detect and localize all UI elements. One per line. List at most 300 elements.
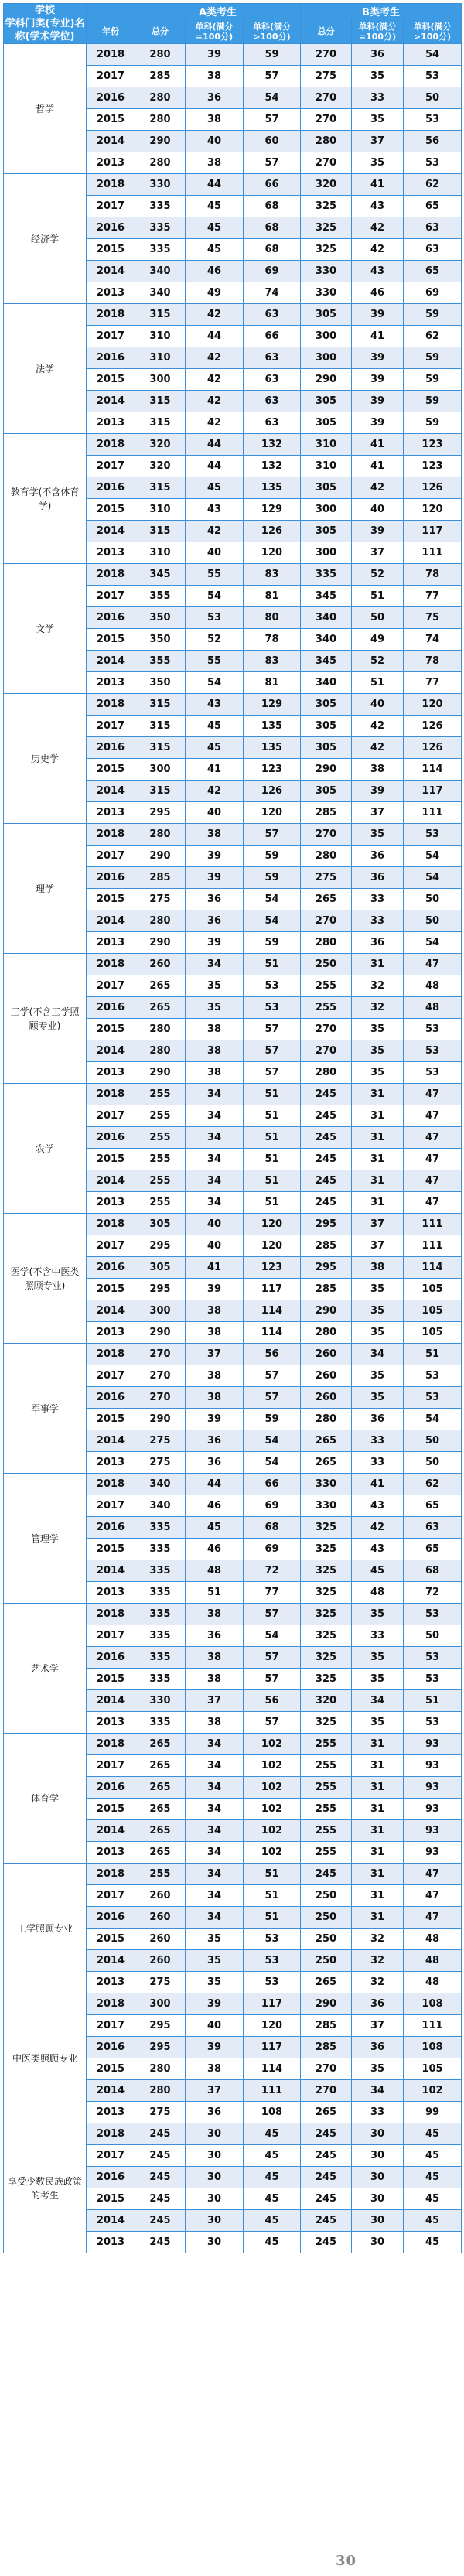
cell-total-b: 325	[301, 1604, 352, 1625]
cell-total-b: 305	[301, 781, 352, 802]
cell-sub-low-b: 33	[352, 2102, 404, 2123]
cell-sub-high-a: 83	[244, 651, 301, 672]
cell-sub-high-b: 50	[404, 1625, 462, 1647]
cell-total-b: 325	[301, 1517, 352, 1539]
cell-total-b: 325	[301, 1539, 352, 1560]
cell-sub-high-b: 59	[404, 412, 462, 434]
cell-year: 2018	[87, 1734, 135, 1755]
cell-total-b: 285	[301, 2015, 352, 2037]
cell-sub-high-a: 57	[244, 152, 301, 174]
cell-year: 2018	[87, 174, 135, 196]
cell-total-b: 255	[301, 1777, 352, 1799]
discipline-name: 哲学	[4, 44, 87, 174]
cell-total-b: 245	[301, 1105, 352, 1127]
cell-sub-high-b: 93	[404, 1755, 462, 1777]
cell-sub-low-b: 32	[352, 1950, 404, 1972]
cell-year: 2014	[87, 131, 135, 152]
cell-sub-low-a: 54	[186, 672, 244, 694]
cell-total-a: 340	[135, 261, 186, 282]
cell-year: 2014	[87, 1560, 135, 1582]
cell-sub-high-a: 68	[244, 239, 301, 261]
cell-year: 2016	[87, 607, 135, 629]
cell-sub-low-b: 35	[352, 824, 404, 846]
cell-sub-high-a: 123	[244, 1257, 301, 1279]
cell-total-b: 270	[301, 87, 352, 109]
cell-year: 2014	[87, 2210, 135, 2232]
table-row	[4, 2123, 462, 2145]
cell-total-b: 305	[301, 716, 352, 737]
cell-sub-low-a: 38	[186, 1669, 244, 1690]
cell-sub-high-b: 65	[404, 261, 462, 282]
cell-sub-low-b: 51	[352, 672, 404, 694]
cell-sub-high-a: 126	[244, 521, 301, 542]
cell-sub-high-a: 57	[244, 109, 301, 131]
cell-sub-high-a: 129	[244, 694, 301, 716]
cell-sub-low-a: 42	[186, 304, 244, 326]
cell-total-a: 245	[135, 2210, 186, 2232]
cell-sub-high-b: 77	[404, 586, 462, 607]
cell-total-b: 245	[301, 2167, 352, 2188]
cell-sub-low-b: 32	[352, 1972, 404, 1993]
cell-sub-high-a: 51	[244, 1885, 301, 1907]
cell-year: 2014	[87, 1820, 135, 1842]
cell-year: 2016	[87, 1647, 135, 1669]
cell-sub-low-b: 41	[352, 434, 404, 456]
cell-sub-low-b: 49	[352, 629, 404, 651]
cell-total-b: 325	[301, 217, 352, 239]
cell-sub-low-b: 43	[352, 261, 404, 282]
cell-sub-high-a: 57	[244, 1365, 301, 1387]
cell-year: 2017	[87, 1885, 135, 1907]
cell-sub-high-a: 51	[244, 1149, 301, 1170]
cell-sub-low-b: 35	[352, 1647, 404, 1669]
cell-sub-low-a: 34	[186, 1127, 244, 1149]
cell-total-b: 340	[301, 672, 352, 694]
cell-year: 2013	[87, 1972, 135, 1993]
cell-sub-high-a: 68	[244, 196, 301, 217]
cell-sub-low-a: 39	[186, 1993, 244, 2015]
cell-sub-low-a: 45	[186, 196, 244, 217]
cell-year: 2017	[87, 1755, 135, 1777]
cell-year: 2018	[87, 564, 135, 586]
cell-total-b: 280	[301, 1322, 352, 1344]
cell-sub-high-a: 123	[244, 759, 301, 781]
cell-sub-high-a: 135	[244, 737, 301, 759]
cell-total-b: 325	[301, 1625, 352, 1647]
cell-sub-low-b: 30	[352, 2123, 404, 2145]
cell-sub-low-a: 38	[186, 66, 244, 87]
cell-year: 2018	[87, 1993, 135, 2015]
cell-sub-high-b: 53	[404, 1647, 462, 1669]
cell-sub-low-b: 34	[352, 2080, 404, 2102]
cell-sub-high-b: 111	[404, 542, 462, 564]
cell-total-b: 320	[301, 174, 352, 196]
cell-sub-low-a: 45	[186, 217, 244, 239]
cell-total-b: 285	[301, 2037, 352, 2058]
cell-sub-low-a: 40	[186, 1235, 244, 1257]
cell-total-a: 310	[135, 326, 186, 347]
table-row	[4, 1734, 462, 1755]
cell-sub-low-b: 42	[352, 217, 404, 239]
cell-year: 2015	[87, 1409, 135, 1430]
cell-total-a: 315	[135, 391, 186, 412]
cell-sub-low-a: 38	[186, 1062, 244, 1084]
cell-sub-high-a: 57	[244, 1669, 301, 1690]
cell-sub-low-b: 37	[352, 1214, 404, 1235]
cell-year: 2014	[87, 781, 135, 802]
cell-year: 2017	[87, 975, 135, 997]
cell-total-a: 245	[135, 2123, 186, 2145]
cell-sub-low-b: 31	[352, 1084, 404, 1105]
cell-total-a: 310	[135, 542, 186, 564]
cell-year: 2013	[87, 1192, 135, 1214]
cell-sub-low-a: 34	[186, 954, 244, 975]
cell-year: 2016	[87, 997, 135, 1019]
cell-year: 2017	[87, 326, 135, 347]
cell-sub-high-b: 65	[404, 1495, 462, 1517]
cell-sub-high-b: 105	[404, 1322, 462, 1344]
cell-sub-high-a: 59	[244, 846, 301, 867]
cell-sub-low-a: 36	[186, 1430, 244, 1452]
cell-year: 2016	[87, 347, 135, 369]
cell-year: 2015	[87, 1279, 135, 1300]
cell-year: 2014	[87, 1690, 135, 1712]
cell-sub-high-b: 77	[404, 672, 462, 694]
cell-sub-low-b: 37	[352, 131, 404, 152]
cell-total-b: 265	[301, 2102, 352, 2123]
cell-sub-high-a: 56	[244, 1690, 301, 1712]
cell-sub-high-a: 51	[244, 1907, 301, 1929]
cell-year: 2013	[87, 2232, 135, 2253]
cell-sub-high-b: 59	[404, 391, 462, 412]
cell-total-b: 245	[301, 2210, 352, 2232]
cell-year: 2018	[87, 434, 135, 456]
cell-total-a: 350	[135, 672, 186, 694]
cell-total-a: 355	[135, 586, 186, 607]
cell-sub-low-a: 38	[186, 1300, 244, 1322]
cell-sub-low-b: 34	[352, 1690, 404, 1712]
cell-total-a: 280	[135, 2058, 186, 2080]
cell-sub-low-b: 35	[352, 1669, 404, 1690]
cell-total-a: 340	[135, 1495, 186, 1517]
cell-sub-low-a: 40	[186, 131, 244, 152]
cell-sub-high-b: 126	[404, 477, 462, 499]
discipline-name: 享受少数民族政策的考生	[4, 2123, 87, 2253]
cell-sub-low-a: 34	[186, 1907, 244, 1929]
cell-sub-low-b: 32	[352, 1929, 404, 1950]
cell-sub-high-b: 111	[404, 1214, 462, 1235]
cell-total-b: 285	[301, 802, 352, 824]
cell-sub-low-b: 31	[352, 1799, 404, 1820]
cell-sub-low-a: 34	[186, 1084, 244, 1105]
cell-total-b: 330	[301, 261, 352, 282]
cell-total-a: 300	[135, 369, 186, 391]
cell-sub-high-a: 63	[244, 391, 301, 412]
cell-sub-high-a: 51	[244, 1170, 301, 1192]
cell-sub-low-b: 43	[352, 1539, 404, 1560]
cell-sub-low-a: 35	[186, 997, 244, 1019]
header-year: 年份	[87, 19, 135, 44]
cell-total-b: 280	[301, 1409, 352, 1430]
cell-sub-high-b: 108	[404, 1993, 462, 2015]
cell-total-a: 280	[135, 152, 186, 174]
cell-sub-low-a: 42	[186, 391, 244, 412]
cell-sub-low-a: 38	[186, 1019, 244, 1040]
cell-total-b: 330	[301, 282, 352, 304]
cell-sub-low-b: 36	[352, 44, 404, 66]
cell-sub-low-b: 31	[352, 1885, 404, 1907]
cell-total-a: 280	[135, 87, 186, 109]
cell-total-b: 325	[301, 1712, 352, 1734]
cell-sub-low-a: 42	[186, 521, 244, 542]
cell-sub-high-a: 51	[244, 1105, 301, 1127]
cell-total-a: 330	[135, 174, 186, 196]
cell-sub-low-a: 44	[186, 434, 244, 456]
discipline-name: 体育学	[4, 1734, 87, 1864]
cell-total-a: 310	[135, 499, 186, 521]
cell-sub-low-a: 34	[186, 1842, 244, 1864]
cell-sub-high-a: 57	[244, 1647, 301, 1669]
cell-year: 2017	[87, 2015, 135, 2037]
cell-sub-high-b: 48	[404, 997, 462, 1019]
cell-sub-low-a: 35	[186, 1950, 244, 1972]
cell-sub-low-a: 30	[186, 2210, 244, 2232]
cell-total-a: 260	[135, 1885, 186, 1907]
cell-sub-high-a: 53	[244, 1950, 301, 1972]
cell-sub-low-a: 38	[186, 1387, 244, 1409]
cell-year: 2017	[87, 1625, 135, 1647]
cell-total-b: 255	[301, 997, 352, 1019]
cell-total-b: 310	[301, 456, 352, 477]
discipline-name: 教育学(不含体育学)	[4, 434, 87, 564]
cell-sub-low-a: 38	[186, 1604, 244, 1625]
cell-year: 2015	[87, 499, 135, 521]
cell-sub-high-a: 45	[244, 2188, 301, 2210]
cell-sub-high-a: 57	[244, 1387, 301, 1409]
cell-sub-high-a: 63	[244, 304, 301, 326]
cell-total-b: 325	[301, 1582, 352, 1604]
cell-total-a: 265	[135, 1734, 186, 1755]
cell-total-a: 335	[135, 1517, 186, 1539]
cell-sub-high-b: 63	[404, 1517, 462, 1539]
cell-sub-high-b: 47	[404, 954, 462, 975]
cell-sub-low-a: 39	[186, 846, 244, 867]
cell-sub-low-b: 39	[352, 391, 404, 412]
cell-sub-low-a: 39	[186, 2037, 244, 2058]
cell-sub-low-a: 30	[186, 2188, 244, 2210]
cell-total-a: 300	[135, 1300, 186, 1322]
cell-total-a: 255	[135, 1149, 186, 1170]
cell-total-b: 325	[301, 196, 352, 217]
cell-sub-low-b: 42	[352, 239, 404, 261]
cell-sub-low-a: 36	[186, 2102, 244, 2123]
cell-sub-low-b: 35	[352, 1040, 404, 1062]
cell-year: 2013	[87, 1322, 135, 1344]
cell-sub-high-a: 51	[244, 1864, 301, 1885]
cell-sub-high-b: 45	[404, 2232, 462, 2253]
cell-total-b: 300	[301, 542, 352, 564]
cell-sub-low-b: 31	[352, 1907, 404, 1929]
cell-year: 2017	[87, 2145, 135, 2167]
cell-sub-low-a: 38	[186, 2058, 244, 2080]
cell-sub-low-a: 52	[186, 629, 244, 651]
score-table	[3, 3, 462, 2253]
cell-sub-high-a: 117	[244, 2037, 301, 2058]
cell-sub-high-b: 54	[404, 867, 462, 889]
header-total-a: 总分	[135, 19, 186, 44]
cell-total-a: 335	[135, 196, 186, 217]
cell-total-a: 275	[135, 1452, 186, 1474]
cell-sub-high-b: 102	[404, 2080, 462, 2102]
cell-year: 2017	[87, 66, 135, 87]
cell-sub-high-a: 45	[244, 2232, 301, 2253]
cell-sub-low-b: 41	[352, 456, 404, 477]
cell-total-b: 325	[301, 239, 352, 261]
cell-sub-high-a: 45	[244, 2145, 301, 2167]
cell-sub-high-a: 51	[244, 954, 301, 975]
cell-total-b: 260	[301, 1387, 352, 1409]
cell-total-a: 245	[135, 2167, 186, 2188]
cell-total-a: 260	[135, 1907, 186, 1929]
cell-sub-low-a: 44	[186, 326, 244, 347]
cell-total-a: 335	[135, 1560, 186, 1582]
cell-year: 2014	[87, 1430, 135, 1452]
cell-total-a: 245	[135, 2145, 186, 2167]
cell-sub-high-a: 102	[244, 1734, 301, 1755]
cell-total-a: 335	[135, 217, 186, 239]
cell-total-b: 255	[301, 1755, 352, 1777]
cell-year: 2014	[87, 1300, 135, 1322]
cell-total-a: 290	[135, 846, 186, 867]
cell-total-b: 255	[301, 1734, 352, 1755]
cell-sub-low-a: 34	[186, 1799, 244, 1820]
cell-total-a: 265	[135, 1777, 186, 1799]
cell-sub-low-a: 49	[186, 282, 244, 304]
cell-total-b: 245	[301, 1127, 352, 1149]
cell-sub-high-a: 51	[244, 1127, 301, 1149]
discipline-name: 理学	[4, 824, 87, 954]
table-row	[4, 564, 462, 586]
cell-total-a: 305	[135, 1214, 186, 1235]
cell-sub-high-b: 53	[404, 1019, 462, 1040]
cell-total-b: 310	[301, 434, 352, 456]
cell-year: 2013	[87, 542, 135, 564]
cell-total-a: 270	[135, 1344, 186, 1365]
cell-sub-low-b: 39	[352, 347, 404, 369]
cell-sub-high-a: 63	[244, 347, 301, 369]
cell-sub-high-a: 114	[244, 1300, 301, 1322]
cell-total-a: 280	[135, 1019, 186, 1040]
cell-year: 2017	[87, 586, 135, 607]
cell-year: 2017	[87, 196, 135, 217]
cell-total-a: 335	[135, 1582, 186, 1604]
cell-sub-high-a: 59	[244, 932, 301, 954]
cell-sub-low-a: 36	[186, 1625, 244, 1647]
cell-total-b: 305	[301, 694, 352, 716]
cell-sub-high-b: 126	[404, 716, 462, 737]
cell-sub-low-a: 43	[186, 694, 244, 716]
cell-sub-high-a: 120	[244, 1235, 301, 1257]
cell-sub-high-a: 57	[244, 1019, 301, 1040]
cell-sub-low-a: 39	[186, 1279, 244, 1300]
cell-sub-high-a: 54	[244, 1452, 301, 1474]
cell-sub-low-a: 40	[186, 802, 244, 824]
cell-sub-high-b: 53	[404, 1387, 462, 1409]
cell-total-a: 275	[135, 1430, 186, 1452]
cell-year: 2013	[87, 412, 135, 434]
cell-year: 2014	[87, 651, 135, 672]
table-body	[4, 44, 462, 2253]
cell-year: 2018	[87, 1864, 135, 1885]
cell-sub-high-b: 93	[404, 1799, 462, 1820]
cell-sub-high-a: 69	[244, 261, 301, 282]
cell-sub-high-a: 57	[244, 1712, 301, 1734]
cell-year: 2015	[87, 109, 135, 131]
cell-year: 2017	[87, 846, 135, 867]
cell-total-a: 280	[135, 910, 186, 932]
cell-sub-low-b: 32	[352, 997, 404, 1019]
cell-sub-low-a: 45	[186, 1517, 244, 1539]
cell-sub-high-b: 123	[404, 456, 462, 477]
cell-total-b: 320	[301, 1690, 352, 1712]
cell-sub-low-a: 42	[186, 369, 244, 391]
cell-total-a: 305	[135, 1257, 186, 1279]
cell-sub-high-b: 54	[404, 1409, 462, 1430]
cell-year: 2018	[87, 1474, 135, 1495]
cell-sub-low-a: 36	[186, 889, 244, 910]
cell-sub-low-b: 30	[352, 2210, 404, 2232]
table-row	[4, 1993, 462, 2015]
cell-total-a: 265	[135, 997, 186, 1019]
cell-sub-low-b: 31	[352, 954, 404, 975]
table-row	[4, 954, 462, 975]
cell-sub-high-a: 66	[244, 326, 301, 347]
cell-total-a: 335	[135, 1669, 186, 1690]
cell-sub-low-a: 45	[186, 477, 244, 499]
cell-year: 2016	[87, 867, 135, 889]
cell-year: 2015	[87, 369, 135, 391]
cell-year: 2016	[87, 1127, 135, 1149]
cell-total-b: 245	[301, 1149, 352, 1170]
cell-sub-high-a: 102	[244, 1777, 301, 1799]
cell-sub-high-b: 72	[404, 1582, 462, 1604]
cell-total-a: 330	[135, 1690, 186, 1712]
cell-total-b: 305	[301, 304, 352, 326]
cell-sub-high-a: 102	[244, 1799, 301, 1820]
cell-sub-low-b: 35	[352, 152, 404, 174]
cell-sub-high-b: 114	[404, 1257, 462, 1279]
cell-total-b: 345	[301, 586, 352, 607]
cell-sub-low-b: 33	[352, 910, 404, 932]
cell-year: 2016	[87, 1777, 135, 1799]
cell-year: 2014	[87, 1950, 135, 1972]
cell-sub-high-b: 117	[404, 521, 462, 542]
cell-year: 2016	[87, 737, 135, 759]
cell-sub-high-a: 129	[244, 499, 301, 521]
cell-sub-high-b: 47	[404, 1084, 462, 1105]
cell-total-a: 280	[135, 44, 186, 66]
cell-sub-low-a: 46	[186, 1539, 244, 1560]
cell-total-a: 335	[135, 1604, 186, 1625]
cell-sub-low-b: 39	[352, 369, 404, 391]
cell-total-a: 255	[135, 1105, 186, 1127]
cell-total-a: 245	[135, 2188, 186, 2210]
cell-sub-high-a: 83	[244, 564, 301, 586]
cell-sub-high-b: 75	[404, 607, 462, 629]
cell-year: 2014	[87, 1040, 135, 1062]
cell-sub-low-a: 37	[186, 2080, 244, 2102]
cell-total-a: 315	[135, 737, 186, 759]
